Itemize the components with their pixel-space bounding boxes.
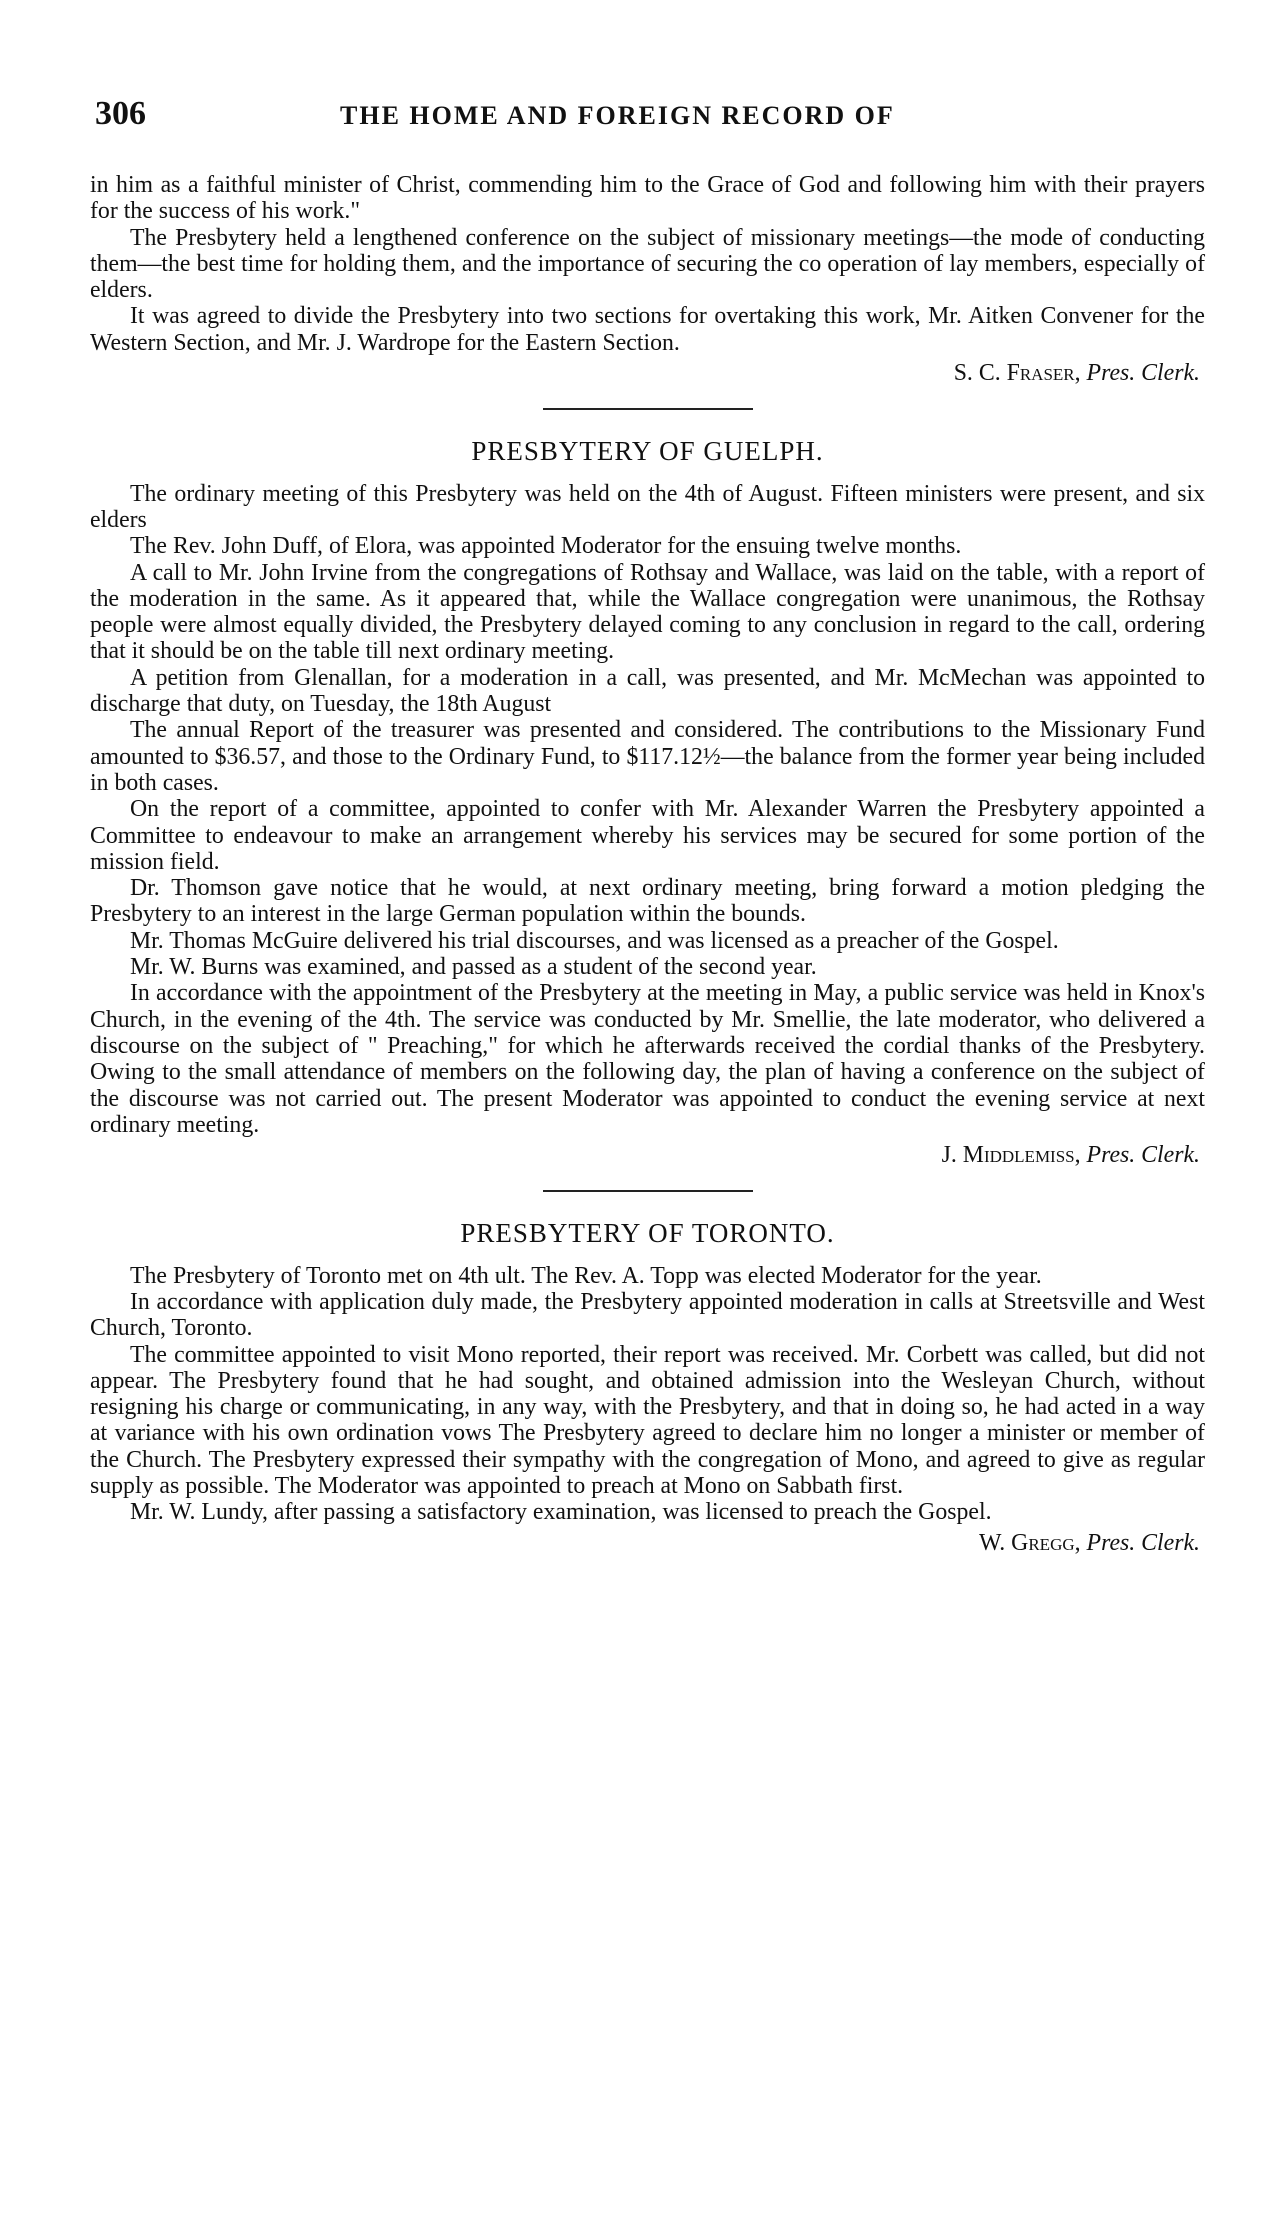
section-divider bbox=[543, 408, 753, 410]
paragraph: Mr. W. Lundy, after passing a satisfactory examination, was licensed to preach the Gospel. bbox=[130, 1499, 992, 1526]
paragraph: The committee appointed to visit Mono reported, their report was received. Mr. Corbett was called, but did not appear. The Presbytery found that he had sought, and obtained admission into the Wesleyan Church, without resigning his charge or communicating, in any way, with the Presbytery, and that in doing so, he had acted in a way at variance with his own ordination vows The Presbytery agreed to declare him no longer a minister or member of the Church. The Presbytery expressed their sympathy with the congregation of Mono, and agreed to give as regular supply as possible. The Moderator was appointed to preach at Mono on Sabbath first. bbox=[90, 1341, 1205, 1500]
clerk-signature bbox=[90, 1530, 1205, 1556]
paragraph: Mr. W. Burns was examined, and passed as a student of the second year. bbox=[130, 954, 817, 981]
running-title: THE HOME AND FOREIGN RECORD OF bbox=[340, 101, 895, 130]
paragraph: A petition from Glenallan, for a moderation in a call, was presented, and Mr. McMechan was appointed to discharge that duty, on Tuesday, the 18th August bbox=[90, 664, 1205, 718]
intro-section bbox=[90, 172, 1205, 386]
body-text bbox=[90, 172, 1205, 1562]
paragraph: A call to Mr. John Irvine from the congregations of Rothsay and Wallace, was laid on the table, with a report of the moderation in the same. As it appeared that, while the Wallace congregation were unanimous, the Rothsay people were almost equally divided, the Presbytery delayed coming to any conclusion in regard to the call, ordering that it should be on the table till next ordinary meeting. bbox=[90, 559, 1205, 665]
paragraph: In accordance with the appointment of the Presbytery at the meeting in May, a public service was held in Knox's Church, in the evening of the 4th. The service was conducted by Mr. Smellie, the late moderator, who delivered a discourse on the subject of " Preaching," for which he afterwards received the cordial thanks of the Presbytery. Owing to the small attendance of members on the following day, the plan of having a conference on the subject of the discourse was not carried out. The present Moderator was appointed to conduct the evening service at next ordinary meeting. bbox=[90, 980, 1205, 1138]
running-header bbox=[95, 95, 1195, 145]
paragraph: in him as a faithful minister of Christ, commending him to the Grace of God and following him with their prayers for the success of his work." bbox=[90, 172, 1205, 225]
guelph-section bbox=[90, 438, 1205, 1168]
paragraph: In accordance with application duly made, the Presbytery appointed moderation in calls at Streetsville and West Church, Toronto. bbox=[90, 1288, 1205, 1342]
paragraph: The annual Report of the treasurer was presented and considered. The contributions to the Missionary Fund amounted to $36.57, and those to the Ordinary Fund, to $117.12½—the balance from the former year being included in both cases. bbox=[90, 717, 1205, 796]
signature-name: S. C. Fraser, bbox=[953, 360, 1081, 387]
paragraph: Mr. Thomas McGuire delivered his trial discourses, and was licensed as a preacher of the Gospel. bbox=[130, 927, 1059, 954]
clerk-signature bbox=[90, 1142, 1205, 1168]
signature-name: J. Middlemiss, bbox=[941, 1142, 1081, 1169]
signature-role: Pres. Clerk. bbox=[1086, 360, 1200, 387]
paragraph: On the report of a committee, appointed to confer with Mr. Alexander Warren the Presbytery appointed a Committee to endeavour to make an arrangement whereby his services may be secured for some portion of the mission field. bbox=[90, 796, 1205, 875]
paragraph: The Presbytery of Toronto met on 4th ult. The Rev. A. Topp was elected Moderator for the year. bbox=[130, 1262, 1042, 1289]
section-heading: PRESBYTERY OF TORONTO. bbox=[460, 1218, 835, 1249]
signature-name: W. Gregg, bbox=[978, 1529, 1081, 1556]
paragraph: Dr. Thomson gave notice that he would, at next ordinary meeting, bring forward a motion pledging the Presbytery to an interest in the large German population within the bounds. bbox=[90, 875, 1205, 928]
section-heading: PRESBYTERY OF GUELPH. bbox=[471, 436, 824, 467]
section-divider bbox=[543, 1190, 753, 1192]
page-number: 306 bbox=[95, 95, 146, 132]
signature-role: Pres. Clerk. bbox=[1086, 1142, 1200, 1169]
paragraph: It was agreed to divide the Presbytery into two sections for overtaking this work, Mr. Aitken Convener for the Western Section, and Mr. J. Wardrope for the Eastern Section. bbox=[90, 303, 1205, 356]
toronto-section bbox=[90, 1220, 1205, 1556]
paragraph: The Rev. John Duff, of Elora, was appointed Moderator for the ensuing twelve months. bbox=[130, 533, 962, 560]
paragraph: The Presbytery held a lengthened conference on the subject of missionary meetings—the mode of conducting them—the best time for holding them, and the importance of securing the co operation of lay members, especially of elders. bbox=[90, 224, 1205, 304]
signature-role: Pres. Clerk. bbox=[1086, 1529, 1200, 1556]
paragraph: The ordinary meeting of this Presbytery was held on the 4th of August. Fifteen ministers were present, and six elders bbox=[90, 480, 1205, 533]
clerk-signature bbox=[90, 360, 1205, 386]
